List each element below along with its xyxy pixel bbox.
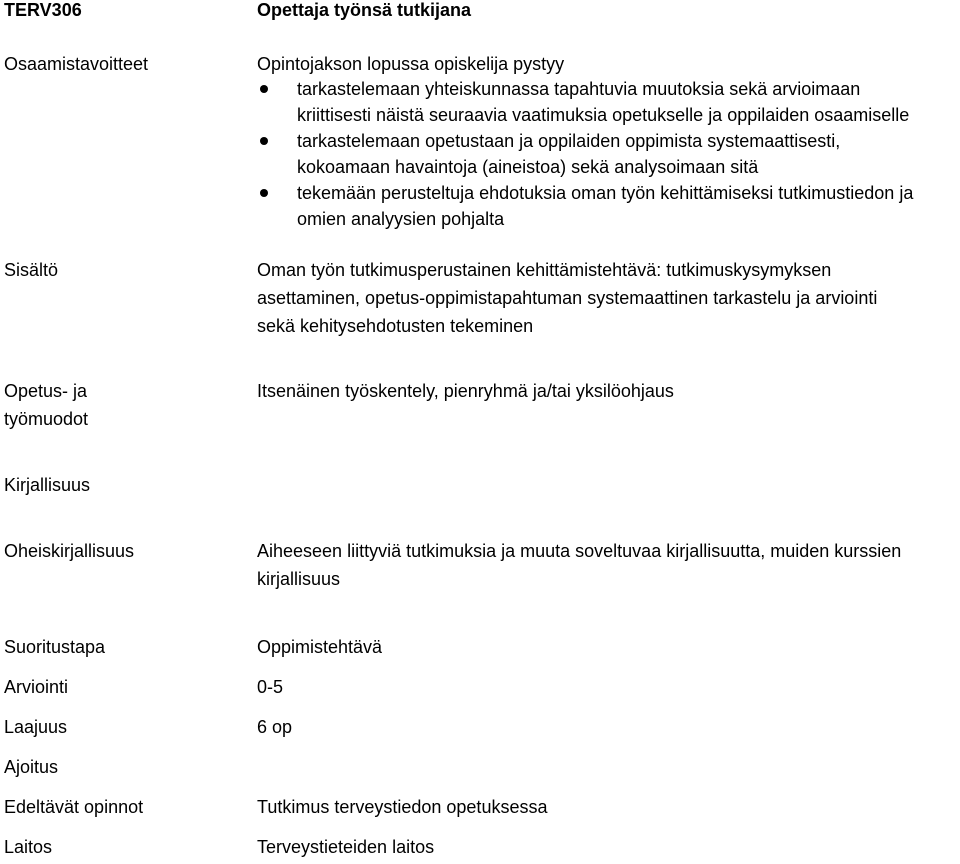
objectives-list — [257, 76, 960, 232]
department-value: Terveystieteiden laitos — [257, 837, 435, 857]
list-item — [257, 128, 960, 180]
bullet-icon — [260, 189, 268, 197]
prerequisites-value: Tutkimus terveystiedon opetuksessa — [257, 797, 548, 817]
objective-line: kriittisesti näistä seuraavia vaatimuksia opetukselle ja oppilaiden osaamiselle — [297, 105, 910, 125]
objective-line: tekemään perusteltuja ehdotuksia oman työn kehittämiseksi tutkimustiedon ja — [297, 183, 914, 203]
credits-label: Laajuus — [4, 717, 68, 737]
bullet-icon — [260, 137, 268, 145]
list-item — [257, 180, 960, 232]
content-line: asettaminen, opetus-oppimistapahtuman systemaattinen tarkastelu ja arviointi — [257, 288, 878, 308]
literature-label: Kirjallisuus — [4, 475, 91, 495]
credits-value: 6 op — [257, 717, 293, 737]
methods-label: työmuodot — [4, 409, 89, 429]
bullet-icon — [260, 85, 268, 93]
course-code: TERV306 — [4, 0, 82, 20]
course-title: Opettaja työnsä tutkijana — [257, 0, 472, 20]
department-label: Laitos — [4, 837, 53, 857]
objectives-intro: Opintojakson lopussa opiskelija pystyy — [257, 54, 565, 74]
objectives-label: Osaamistavoitteet — [4, 54, 149, 74]
objective-line: tarkastelemaan opetustaan ja oppilaiden oppimista systemaattisesti, — [297, 131, 841, 151]
completion-label: Suoritustapa — [4, 637, 106, 657]
supplementary-line: kirjallisuus — [257, 569, 341, 589]
supplementary-label: Oheiskirjallisuus — [4, 541, 135, 561]
completion-value: Oppimistehtävä — [257, 637, 383, 657]
timing-label: Ajoitus — [4, 757, 59, 777]
objective-line: omien analyysien pohjalta — [297, 209, 505, 229]
prerequisites-label: Edeltävät opinnot — [4, 797, 144, 817]
objective-line: kokoamaan havaintoja (aineistoa) sekä analysoimaan sitä — [297, 157, 759, 177]
objective-line: tarkastelemaan yhteiskunnassa tapahtuvia muutoksia sekä arvioimaan — [297, 79, 861, 99]
content-line: sekä kehitysehdotusten tekeminen — [257, 316, 534, 336]
supplementary-line: Aiheeseen liittyviä tutkimuksia ja muuta soveltuvaa kirjallisuutta, muiden kurssien — [257, 541, 902, 561]
content-label: Sisältö — [4, 260, 59, 280]
grading-label: Arviointi — [4, 677, 69, 697]
methods-label: Opetus- ja — [4, 381, 88, 401]
content-line: Oman työn tutkimusperustainen kehittämistehtävä: tutkimuskysymyksen — [257, 260, 832, 280]
list-item — [257, 76, 960, 128]
grading-value: 0-5 — [257, 677, 284, 697]
methods-value: Itsenäinen työskentely, pienryhmä ja/tai yksilöohjaus — [257, 381, 674, 401]
